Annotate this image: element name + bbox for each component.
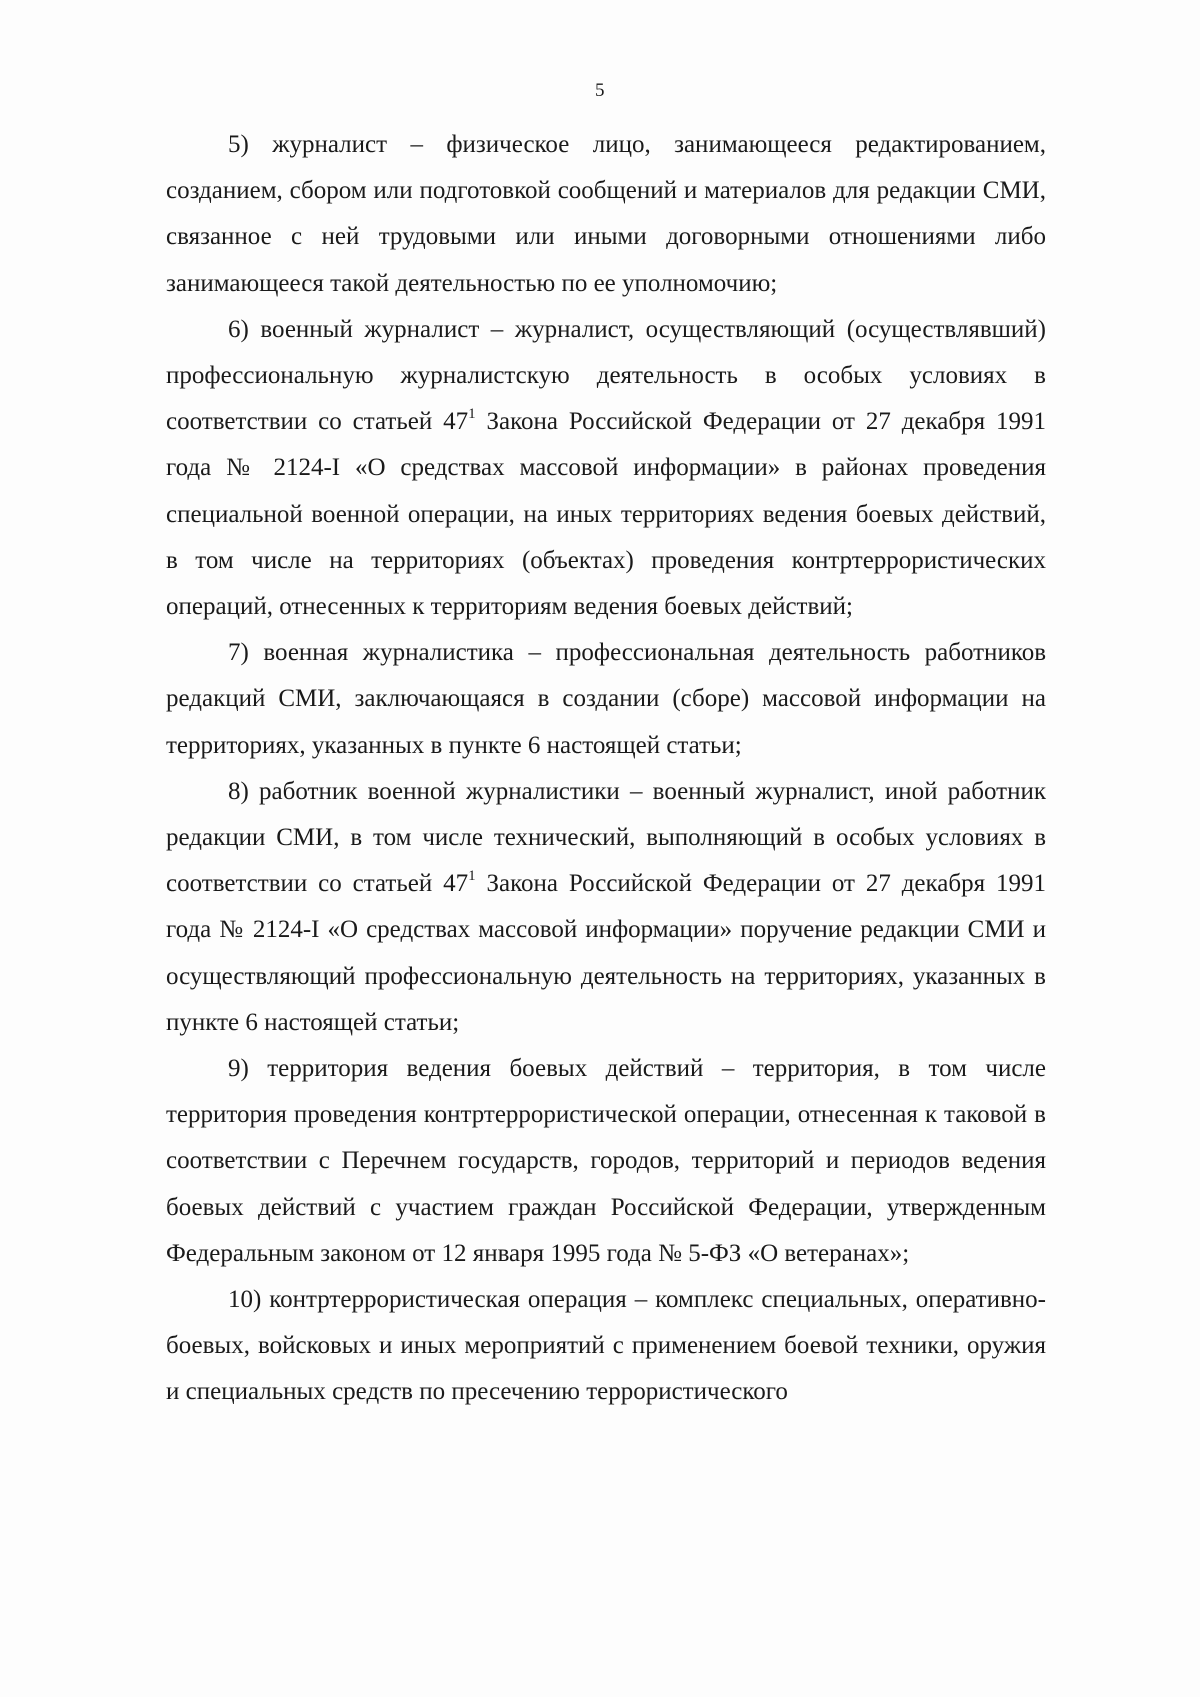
superscript: 1 [468,867,476,884]
paragraph-text: 10) контртеррористическая операция – комплекс специальных, оперативно-боевых, войсковых и иных мероприятий с применением боевой техники, оружия и специальных средств по пресечению террористического [166,1286,1046,1406]
page-number: 5 [595,80,605,101]
paragraph-item-7 [166,630,1046,769]
superscript: 1 [468,405,476,422]
paragraph-item-8 [166,769,1046,1046]
paragraph-text: 7) военная журналистика – профессиональная деятельность работников редакций СМИ, заключающаяся в создании (сборе) массовой информации на территориях, указанных в пункте 6 настоящей статьи; [166,639,1046,759]
paragraph-text-continued: Закона Российской Федерации от 27 декабря 1991 года № 2124-I «О средствах массовой информации» в районах проведения специальной военной операции, на иных территориях ведения боевых действий, в том числе на территориях (объектах) проведения контртеррористических операций, отнесенных к территориям ведения боевых действий; [166,408,1046,621]
paragraph-item-5 [166,122,1046,307]
paragraph-item-9 [166,1046,1046,1277]
paragraph-item-6 [166,307,1046,630]
document-body [166,122,1046,1416]
paragraph-item-10 [166,1277,1046,1416]
paragraph-text: 6) военный журналист – журналист, осуществляющий (осуществлявший) профессиональную журналистскую деятельность в особых условиях в соответствии со статьей 47 [166,315,1046,436]
paragraph-text: 9) территория ведения боевых действий – территория, в том числе территория проведения контртеррористической операции, отнесенная к таковой в соответствии с Перечнем государств, городов, территорий и периодов ведения боевых действий с участием граждан Российской Федерации, утвержденным Федеральным законом от 12 января 1995 года № 5-ФЗ «О ветеранах»; [166,1055,1046,1267]
paragraph-text: 8) работник военной журналистики – военный журналист, иной работник редакции СМИ, в том числе технический, выполняющий в особых условиях в соответствии со статьей 47 [166,777,1046,898]
paragraph-text-continued: Закона Российской Федерации от 27 декабря 1991 года № 2124-I «О средствах массовой информации» поручение редакции СМИ и осуществляющий профессиональную деятельность на территориях, указанных в пункте 6 настоящей статьи; [166,870,1046,1036]
paragraph-text: 5) журналист – физическое лицо, занимающееся редактированием, созданием, сбором или подготовкой сообщений и материалов для редакции СМИ, связанное с ней трудовыми или иными договорными отношениями либо занимающееся такой деятельностью по ее уполномочию; [166,131,1046,297]
